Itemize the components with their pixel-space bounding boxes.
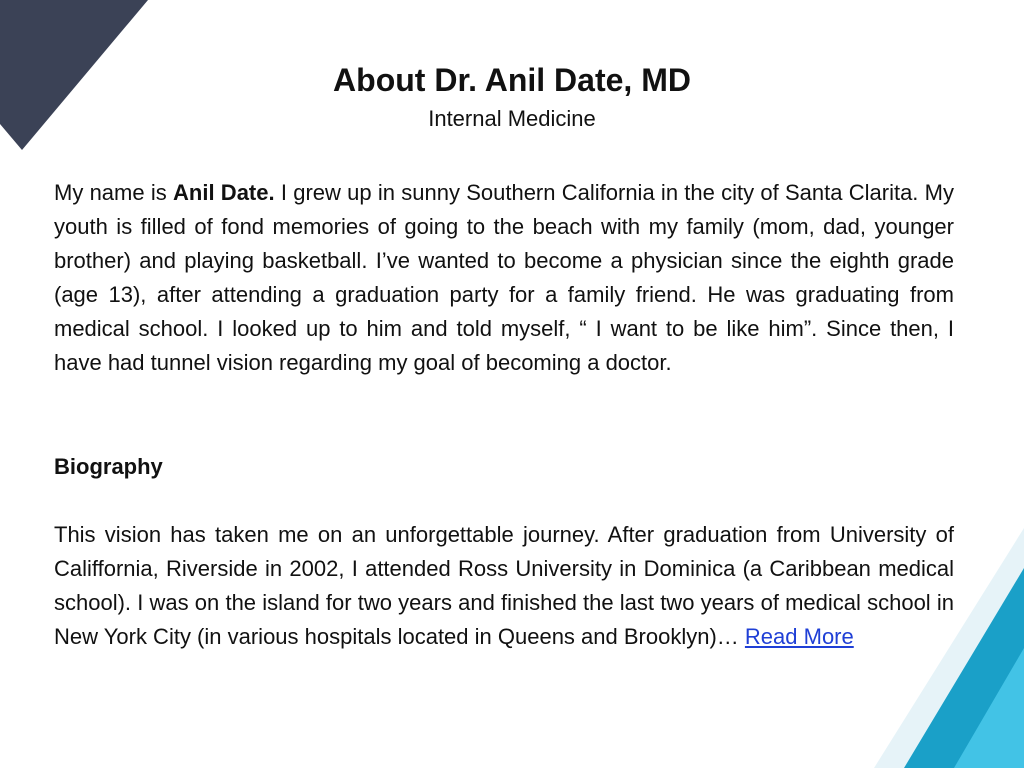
doctor-name: Anil Date. xyxy=(173,180,275,205)
page-title: About Dr. Anil Date, MD xyxy=(333,62,691,98)
biography-paragraph xyxy=(54,518,954,654)
biography-heading: Biography xyxy=(54,454,163,479)
read-more-link[interactable]: Read More xyxy=(744,624,854,649)
page-subtitle: Internal Medicine xyxy=(428,106,596,131)
intro-paragraph xyxy=(54,176,954,380)
biography-body: This vision has taken me on an unforgettable journey. After graduation from University of Califfornia, Riverside in 2002, I attended Ross University in Dominica (a Caribbean medical school). I was on the island for two years and finished the last two years of medical school in New York City (in various hospitals located in Queens and Brooklyn)… xyxy=(54,522,954,649)
intro-lead: My name is xyxy=(54,180,173,205)
intro-body: I grew up in sunny Southern California in the city of Santa Clarita. My youth is filled of fond memories of going to the beach with my family (mom, dad, younger brother) and playing basketball. I’ve wanted to become a physician since the eighth grade (age 13), after attending a graduation party for a family friend. He was graduating from medical school. I looked up to him and told myself, “ I want to be like him”. Since then, I have had tunnel vision regarding my goal of becoming a doctor. xyxy=(54,180,954,375)
